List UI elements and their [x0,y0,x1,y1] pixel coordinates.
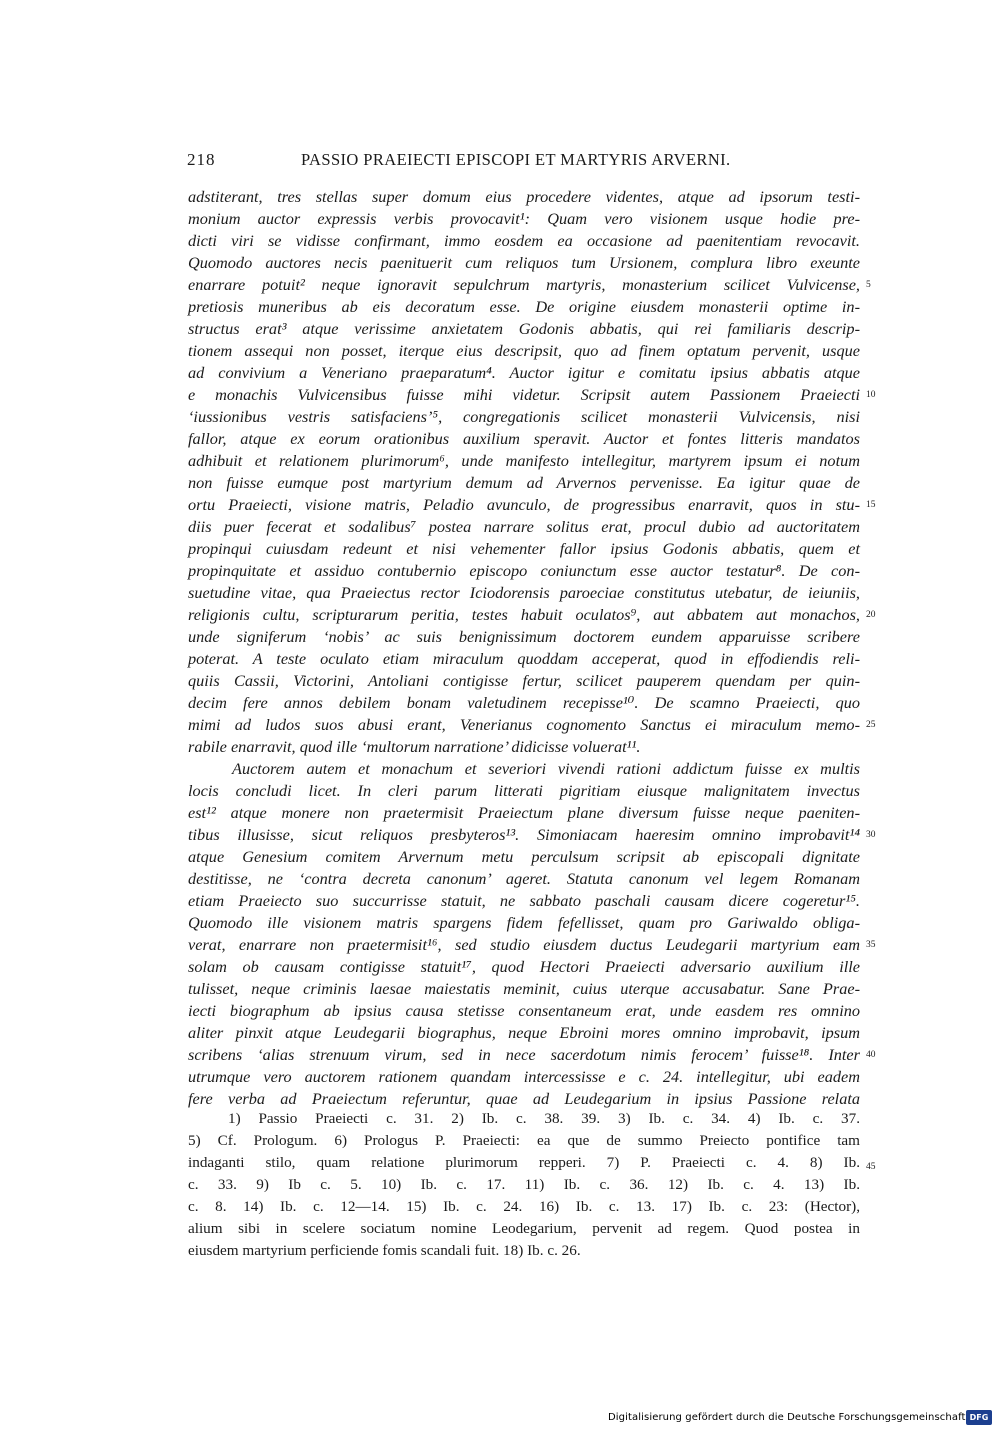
body-line: mimi ad ludos suos abusi erant, Venerianus cognomento Sanctus ei miraculum memo- [188,715,860,734]
body-line: Auctorem autem et monachum et severiori vivendi rationi addictum fuisse ex multis [232,759,860,778]
body-line: diis puer fecerat et sodalibus⁷ postea narrare solitus erat, procul dubio ad auctoritatem [188,517,860,536]
body-line: aliter pinxit atque Leudegarii biographus, neque Ebroini mores omnino improbavit, ipsum [188,1023,860,1042]
page-number: 218 [187,150,216,169]
line-number: 45 [866,1162,876,1172]
body-line: locis concludi licet. In cleri parum litterati pigritiam eiusque malignitatem invectus [188,781,860,800]
body-line: adstiterant, tres stellas super domum eius procedere videntes, atque ad ipsorum testi- [188,187,860,206]
body-line: e monachis Vulvicensibus fuisse mihi videtur. Scripsit autem Passionem Praeiecti [188,385,860,404]
footnote-line: 1) Passio Praeiecti c. 31. 2) Ib. c. 38. 39. 3) Ib. c. 34. 4) Ib. c. 37. [228,1110,860,1127]
body-line: fere verba ad Praeiectum referuntur, quae ad Leudegarium in ipsius Passione relata [188,1089,860,1108]
page-header [187,150,862,174]
body-line: fallor, atque ex eorum orationibus auxilium speravit. Auctor et fontes litteris mandatos [188,429,860,448]
body-line: suetudine vitae, qua Praeiectus rector Iciodorensis paroeciae constitutus utebatur, de ieiuniis, [188,583,860,602]
body-line: scribens ‘alias strenuum virum, sed in nece sacerdotum nimis ferocem’ fuisse¹⁸. Inter [188,1045,860,1064]
body-line: utrumque vero auctorem rationem quandam intercessisse e c. 24. intellegitur, ubi eadem [188,1067,860,1086]
body-line: rabile enarravit, quod ille ‘multorum narratione’ didicisse voluerat¹¹. [188,737,641,756]
body-line: ‘iussionibus vestris satisfaciens’⁵, congregationis scilicet monasterii Vulvicensis, nisi [188,407,860,426]
body-line: unde signiferum ‘nobis’ ac suis benignissimum doctorem eundem apparuisse scribere [188,627,860,646]
footnote-line: 5) Cf. Prologum. 6) Prologus P. Praeiecti: ea que de summo Preiecto pontifice tam [188,1132,860,1149]
line-number: 35 [866,940,876,950]
body-line: tulisset, neque criminis laesae maiestatis meminit, cuius uterque accusabatur. Sane Prae- [188,979,860,998]
body-line: verat, enarrare non praetermisit¹⁶, sed studio eiusdem ductus Leudegarii martyrium eam [188,935,860,954]
body-line: Quomodo auctores necis paenituerit cum reliquos tum Ursionem, complura libro exeunte [188,253,860,272]
footnote-line: c. 33. 9) Ib c. 5. 10) Ib. c. 17. 11) Ib. c. 36. 12) Ib. c. 4. 13) Ib. [188,1176,860,1193]
body-line: atque Genesium comitem Arvernum metu perculsum scripsit ab episcopali dignitate [188,847,860,866]
running-title: PASSIO PRAEIECTI EPISCOPI ET MARTYRIS ARVERNI. [301,150,731,169]
body-line: propinquitate et assiduo contubernio episcopo coniunctum esse auctor testatur⁸. De con- [188,561,860,580]
body-line: est¹² atque monere non praetermisit Praeiectum plane diversum fuisse neque paeniten- [188,803,860,822]
body-line: poterat. A teste oculato etiam miraculum quoddam acceperat, quod in effodiendis reli- [188,649,860,668]
line-number: 40 [866,1050,876,1060]
body-line: non fuisse eumque post martyrium demum ad Arvernos pervenisse. Ea igitur quae de [188,473,860,492]
footnote-line: alium sibi in scelere sociatum nomine Leodegarium, pervenit ad regem. Quod postea in [188,1220,860,1237]
body-line: solam ob causam contigisse statuit¹⁷, quod Hectori Praeiecti adversario auxilium ille [188,957,860,976]
body-line: monium auctor expressis verbis provocavit¹: Quam vero visionem usque hodie pre- [188,209,860,228]
body-line: decim fere annos debilem bonam valetudinem recepisse¹⁰. De scamno Praeiecti, quo [188,693,860,712]
line-number: 10 [866,390,876,400]
body-line: quiis Cassii, Victorini, Antoliani contigisse fertur, scilicet pauperem quendam per quin- [188,671,860,690]
body-line: tibus illusisse, sicut reliquos presbyteros¹³. Simoniacam haeresim omnino improbavit¹⁴ [188,825,860,844]
body-line: destitisse, ne ‘contra decreta canonum’ ageret. Statuta canonum vel legem Romanam [188,869,860,888]
line-number: 5 [866,280,871,290]
body-line: religionis cultu, scripturarum peritia, testes habuit oculatos⁹, aut abbatem aut monachos, [188,605,860,624]
body-line: adhibuit et relationem plurimorum⁶, unde manifesto intellegitur, martyrem ipsum ei notum [188,451,860,470]
body-line: iecti biographum ab ipsius causa stetisse consentaneum erat, unde easdem res omnino [188,1001,860,1020]
body-line: Quomodo ille visionem matris spargens fidem fefellisset, quam pro Gariwaldo obliga- [188,913,860,932]
line-number: 30 [866,830,876,840]
line-number: 15 [866,500,876,510]
body-line: etiam Praeiecto suo succurrisse statuit, ne sabbato paschali causam dicere cogeretur¹⁵. [188,891,860,910]
body-line: dicti viri se vidisse confirmant, immo eosdem ea occasione ad paenitentiam revocavit. [188,231,860,250]
body-line: ad convivium a Veneriano praeparatum⁴. Auctor igitur e comitatu ipsius abbatis atque [188,363,860,382]
digitization-credit: Digitalisierung gefördert durch die Deutsche Forschungsgemeinschaft [608,1412,966,1423]
line-number: 20 [866,610,876,620]
body-line: structus erat³ atque verissime anxietatem Godonis abbatis, qui rei familiaris descrip- [188,319,860,338]
body-line: pretiosis muneribus ab eis decoratum esse. De origine eiusdem monasterii optime in- [188,297,860,316]
dfg-logo: DFG [966,1410,992,1425]
footnote-line: c. 8. 14) Ib. c. 12—14. 15) Ib. c. 24. 16) Ib. c. 13. 17) Ib. c. 23: (Hector), [188,1198,860,1215]
body-line: tionem assequi non posset, iterque eius descripsit, quo ad finem optatum pervenit, usque [188,341,860,360]
footnote-line: indaganti stilo, quam relatione plurimorum repperi. 7) P. Praeiecti c. 4. 8) Ib. [188,1154,860,1171]
body-line: ortu Praeiecti, visione matris, Peladio avunculo, de progressibus enarravit, quos in stu- [188,495,860,514]
body-line: propinqui cuiusdam redeunt et nisi vehementer fallor ipsius Godonis abbatis, quem et [188,539,860,558]
body-line: enarrare potuit² neque ignoravit sepulchrum martyris, monasterium scilicet Vulvicense, [188,275,860,294]
line-number: 25 [866,720,876,730]
footnote-line: eiusdem martyrium perficiende fomis scandali fuit. 18) Ib. c. 26. [188,1242,581,1259]
